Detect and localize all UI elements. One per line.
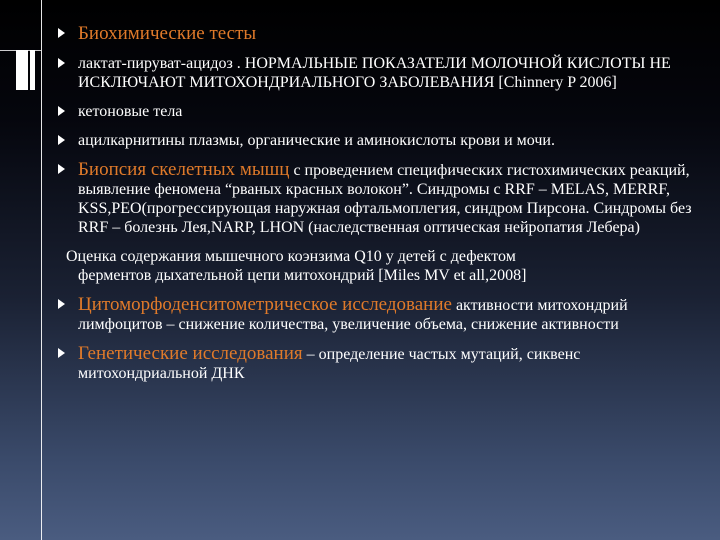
bullet-muscle-biopsy	[54, 160, 704, 237]
bullet-cytomorphodensitometry	[54, 295, 704, 334]
bullet-text: – определение частых мутаций, сиквенс митохондриальной ДНК	[78, 346, 581, 382]
paragraph-first-line: Оценка содержания мышечного коэнзима Q10 у детей с дефектом	[66, 248, 516, 265]
bullet-genetic-tests	[54, 344, 704, 383]
slide-content	[54, 24, 704, 393]
bullet-arrow-icon	[58, 58, 65, 68]
bullet-highlight: Биохимические тесты	[78, 23, 257, 44]
bullet-text: ацилкарнитины плазмы, органические и аминокислоты крови и мочи.	[78, 132, 555, 149]
bullet-biochemical-tests	[54, 24, 704, 44]
decor-bar-thick	[16, 50, 28, 90]
bullet-arrow-icon	[58, 164, 65, 174]
bullet-highlight: Генетические исследования	[78, 343, 303, 364]
bullet-text: с проведением специфических гистохимических реакций, выявление феномена “рваных красных волокон”. Синдромы с RRF – MELAS, MERRF, KSS,PEO(прогрессирующая наружная офтальмоплегия, синдром Пирсона. Синдромы без RRF – болезнь Лея,NARP, LHON (наследственная оптическая нейропатия Лебера)	[78, 162, 692, 236]
bullet-text: кетоновые тела	[78, 103, 183, 120]
decor-bar-thin	[30, 50, 35, 90]
bullet-arrow-icon	[58, 28, 65, 38]
decor-line-vertical	[41, 0, 42, 540]
bullet-arrow-icon	[58, 348, 65, 358]
bullet-text: активности митохондрий лимфоцитов – снижение количества, увеличение объема, снижение активности	[78, 297, 628, 333]
paragraph-q10	[54, 247, 704, 285]
decor-line-horizontal	[0, 50, 41, 51]
bullet-arrow-icon	[58, 299, 65, 309]
bullet-highlight: Цитоморфоденситометрическое исследование	[78, 294, 452, 315]
bullet-text: лактат-пируват-ацидоз . НОРМАЛЬНЫЕ ПОКАЗАТЕЛИ МОЛОЧНОЙ КИСЛОТЫ НЕ ИСКЛЮЧАЮТ МИТОХОНДРИАЛЬНОГО ЗАБОЛЕВАНИЯ [Chinnery P 2006]	[78, 55, 671, 91]
paragraph-continuation: ферментов дыхательной цепи митохондрий [Miles MV et all,2008]	[78, 267, 527, 284]
bullet-acylcarnitines	[54, 131, 704, 150]
bullet-ketones	[54, 102, 704, 121]
bullet-arrow-icon	[58, 106, 65, 116]
bullet-lactate	[54, 54, 704, 92]
bullet-arrow-icon	[58, 135, 65, 145]
bullet-highlight: Биопсия скелетных мышц	[78, 159, 290, 180]
